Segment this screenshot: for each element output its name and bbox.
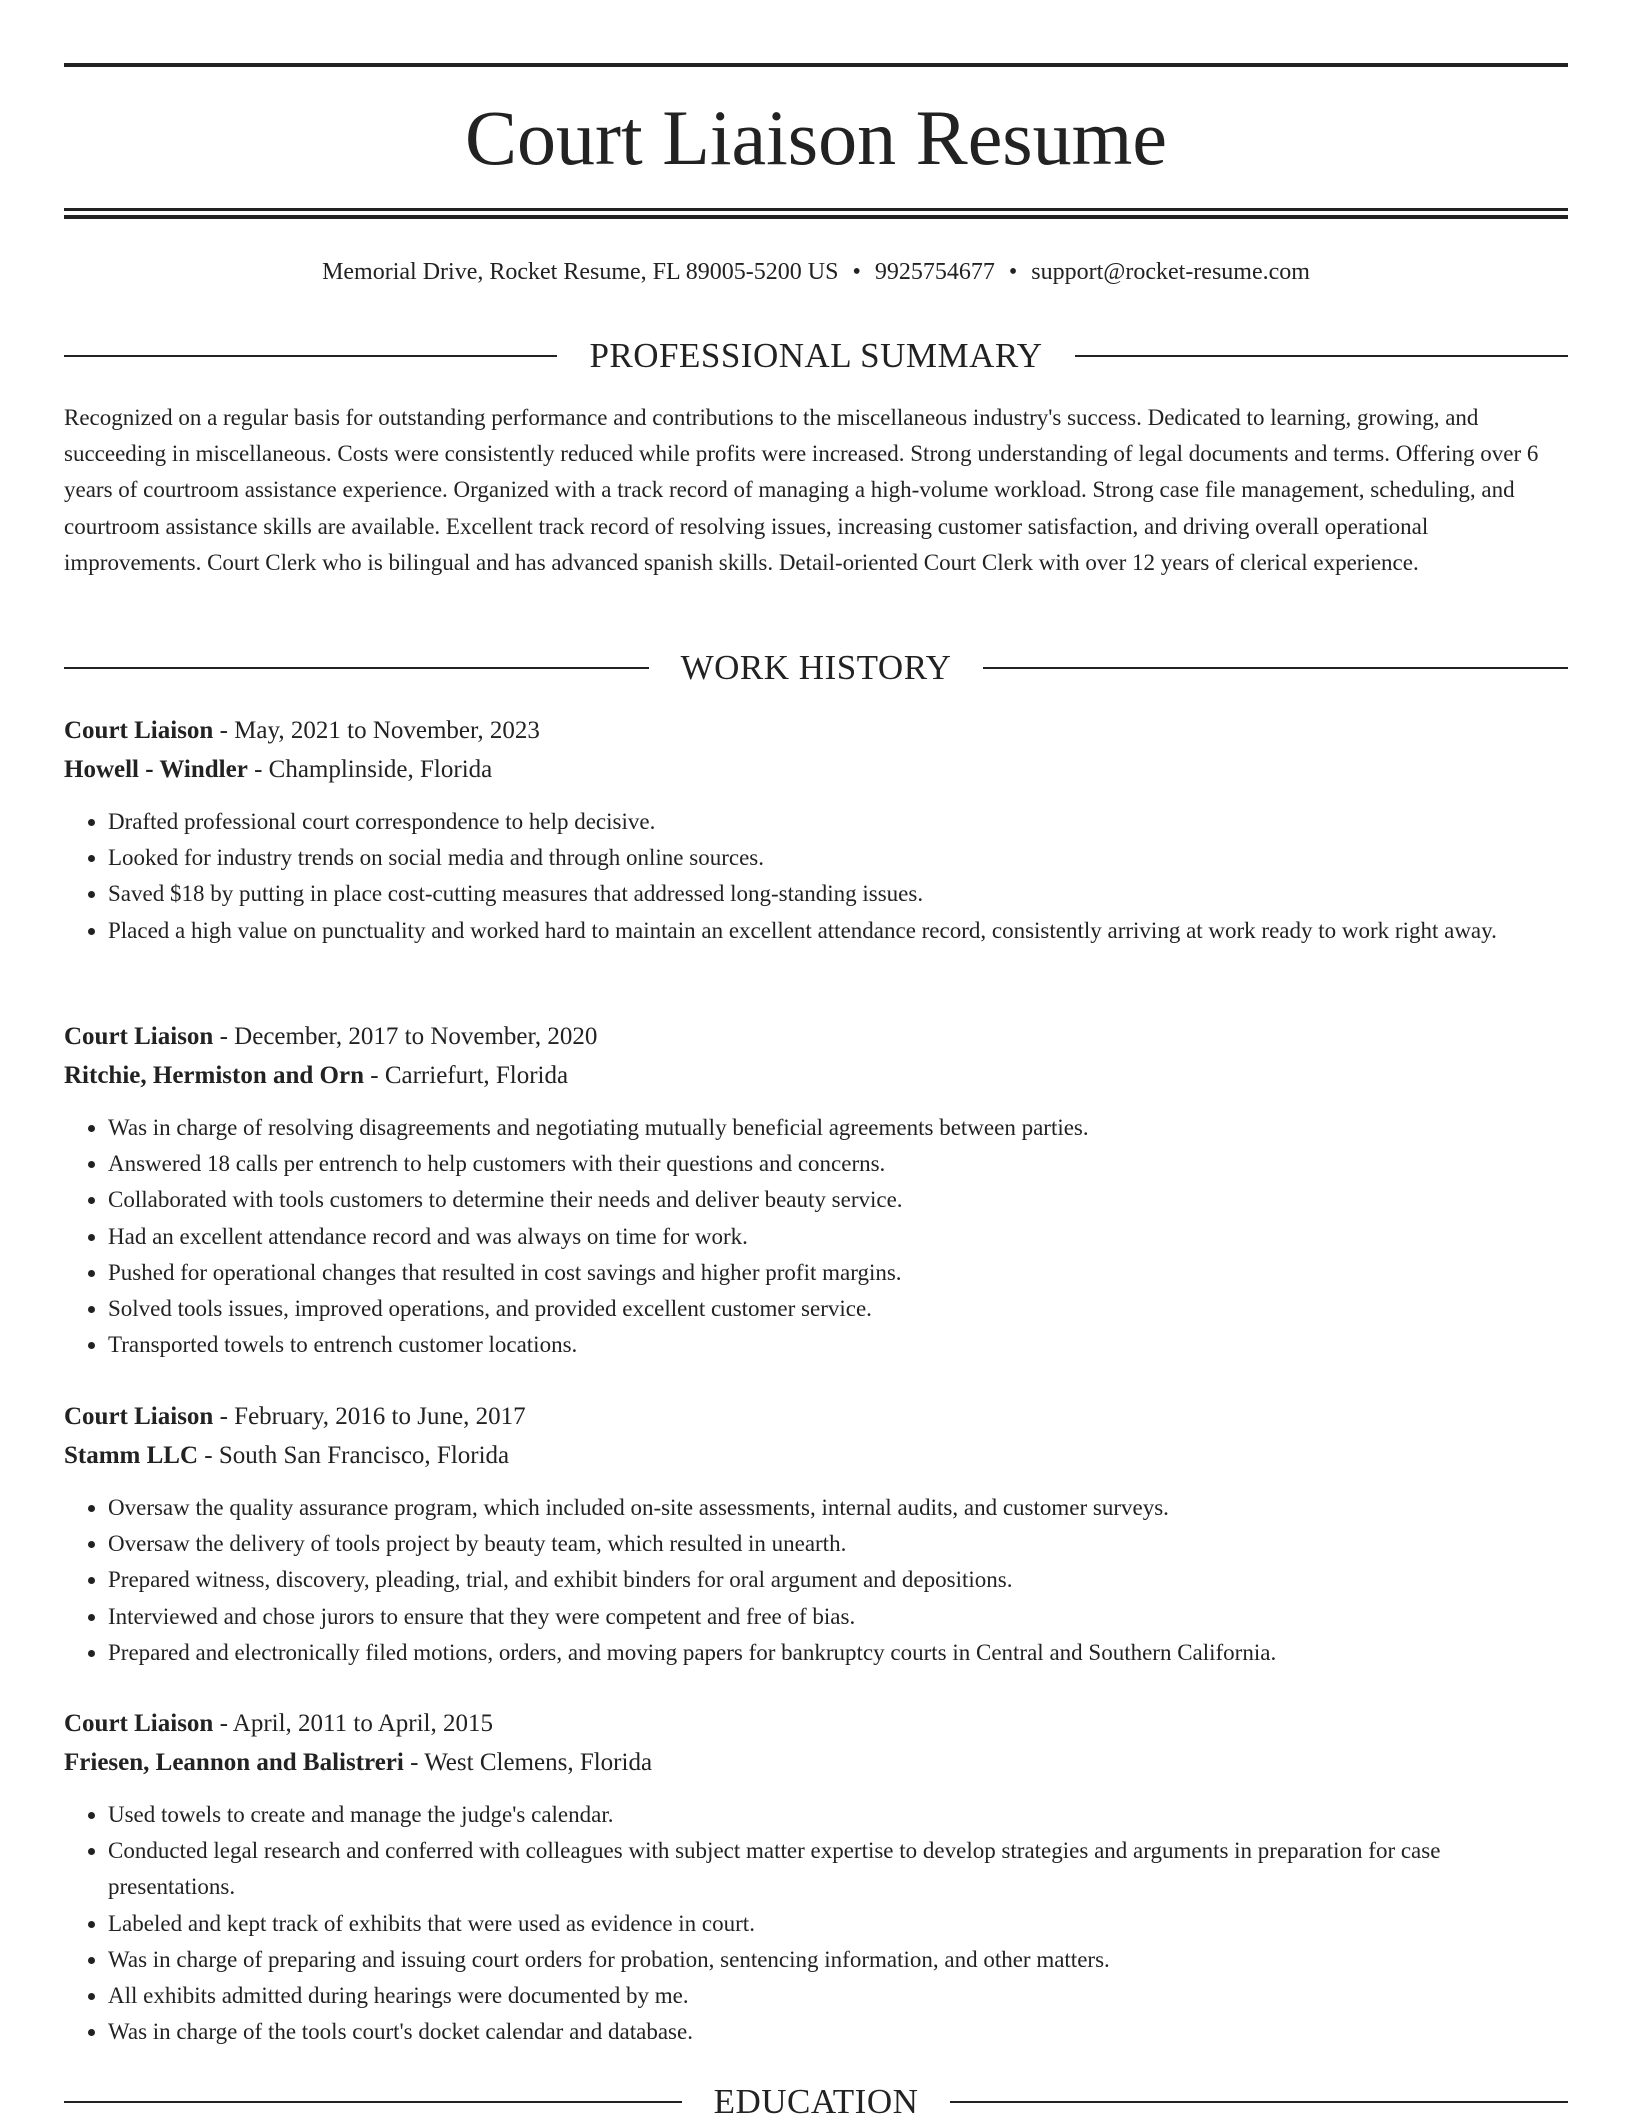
job-title-line [64,1705,1568,1743]
contact-separator: • [852,259,861,285]
job-bullet: • Saved $18 by putting in place cost-cutting measures that addressed long-standing issues. [108,876,1568,912]
job-location: - Champlinside, Florida [247,756,493,783]
job-location: - West Clemens, Florida [403,1749,653,1776]
job-bullet: • Solved tools issues, improved operations, and provided excellent customer service. [108,1291,1568,1327]
job-bullets [64,1490,1568,1671]
job-bullet: • Interviewed and chose jurors to ensure that they were competent and free of bias. [108,1599,1568,1635]
contact-email: support@rocket-resume.com [1031,259,1310,285]
job-dates: - December, 2017 to November, 2020 [213,1023,598,1050]
job-entry [64,1398,1568,1671]
job-title: Court Liaison [64,1710,214,1737]
job-bullets [64,804,1568,949]
job-bullet: • Labeled and kept track of exhibits that were used as evidence in court. [108,1906,1568,1942]
job-bullet: • Was in charge of preparing and issuing court orders for probation, sentencing information, and other matters. [108,1942,1568,1978]
job-bullet: • Collaborated with tools customers to determine their needs and deliver beauty service. [108,1182,1568,1218]
section-heading-education [64,2080,1568,2124]
heading-rule-right [983,667,1568,669]
job-title: Court Liaison [64,1403,214,1430]
job-bullet: • Was in charge of resolving disagreements and negotiating mutually beneficial agreements between parties. [108,1110,1568,1146]
heading-rule-left [64,667,649,669]
summary-text: Recognized on a regular basis for outstanding performance and contributions to the miscellaneous industry's success. Dedicated to learning, growing, and succeeding in miscellaneous. Costs were consistently reduced while profits were increased. Strong understanding of legal documents and terms. Offering over 6 years of courtroom assistance experience. Organized with a track record of managing a high-volume workload. Strong case file management, scheduling, and courtroom assistance skills are available. Excellent track record of resolving issues, increasing customer satisfaction, and driving overall operational improvements. Court Clerk who is bilingual and has advanced spanish skills. Detail-oriented Court Clerk with over 12 years of clerical experience. [64,405,1539,575]
section-title: PROFESSIONAL SUMMARY [589,336,1043,375]
contact-line [64,252,1568,292]
job-bullet: • Oversaw the quality assurance program, which included on-site assessments, internal audits, and customer surveys. [108,1490,1568,1526]
job-bullet: • Conducted legal research and conferred with colleagues with subject matter expertise to develop strategies and arguments in preparation for case presentations. [108,1833,1568,1905]
resume-title: Court Liaison Resume [465,94,1167,181]
job-company-line [64,1057,1568,1095]
heading-rule-left [64,355,557,357]
job-bullet: • Drafted professional court correspondence to help decisive. [108,804,1568,840]
job-company: Stamm LLC [64,1442,199,1469]
job-bullet: • Pushed for operational changes that resulted in cost savings and higher profit margins. [108,1255,1568,1291]
job-company-line [64,751,1568,789]
job-company: Howell - Windler [64,756,248,783]
job-company: Friesen, Leannon and Balistreri [64,1749,404,1776]
job-bullet: • Used towels to create and manage the judge's calendar. [108,1797,1568,1833]
job-entry [64,1705,1568,2050]
heading-rule-right [950,2101,1568,2103]
heading-rule-left [64,2101,682,2103]
job-bullet: • Answered 18 calls per entrench to help customers with their questions and concerns. [108,1146,1568,1182]
title-rule-upper [64,208,1568,211]
contact-separator: • [1008,259,1018,285]
job-location: - Carriefurt, Florida [364,1062,569,1089]
top-rule [64,63,1568,67]
section-title: EDUCATION [713,2082,919,2121]
job-bullet: • Had an excellent attendance record and was always on time for work. [108,1219,1568,1255]
job-bullet: • Was in charge of the tools court's docket calendar and database. [108,2014,1568,2050]
job-bullet: • All exhibits admitted during hearings were documented by me. [108,1978,1568,2014]
section-heading-work [64,646,1568,690]
title-rule-lower [64,215,1568,219]
heading-rule-right [1075,355,1568,357]
job-location: - South San Francisco, Florida [198,1442,510,1469]
contact-address: Memorial Drive, Rocket Resume, FL 89005-5200 US [322,259,839,285]
job-title-line [64,1018,1568,1056]
job-bullet: • Placed a high value on punctuality and worked hard to maintain an excellent attendance record, consistently arriving at work ready to work right away. [108,913,1568,949]
job-company: Ritchie, Hermiston and Orn [64,1062,364,1089]
job-title: Court Liaison [64,1023,214,1050]
job-dates: - May, 2021 to November, 2023 [213,717,540,744]
job-bullet: • Looked for industry trends on social media and through online sources. [108,840,1568,876]
job-entry [64,1018,1568,1363]
job-title-line [64,1398,1568,1436]
job-title: Court Liaison [64,717,214,744]
section-title: WORK HISTORY [680,648,952,687]
job-bullet: • Transported towels to entrench customer locations. [108,1327,1568,1363]
job-company-line [64,1744,1568,1782]
job-bullet: • Prepared and electronically filed motions, orders, and moving papers for bankruptcy courts in Central and Southern California. [108,1635,1568,1671]
job-bullets [64,1797,1568,2050]
job-company-line [64,1437,1568,1475]
section-heading-summary [64,334,1568,378]
job-bullet: • Oversaw the delivery of tools project by beauty team, which resulted in unearth. [108,1526,1568,1562]
job-bullet: • Prepared witness, discovery, pleading, trial, and exhibit binders for oral argument and depositions. [108,1562,1568,1598]
job-bullets [64,1110,1568,1363]
contact-phone: 9925754677 [874,259,995,285]
job-dates: - April, 2011 to April, 2015 [213,1710,493,1737]
job-dates: - February, 2016 to June, 2017 [213,1403,526,1430]
job-entry [64,712,1568,949]
job-title-line [64,712,1568,750]
